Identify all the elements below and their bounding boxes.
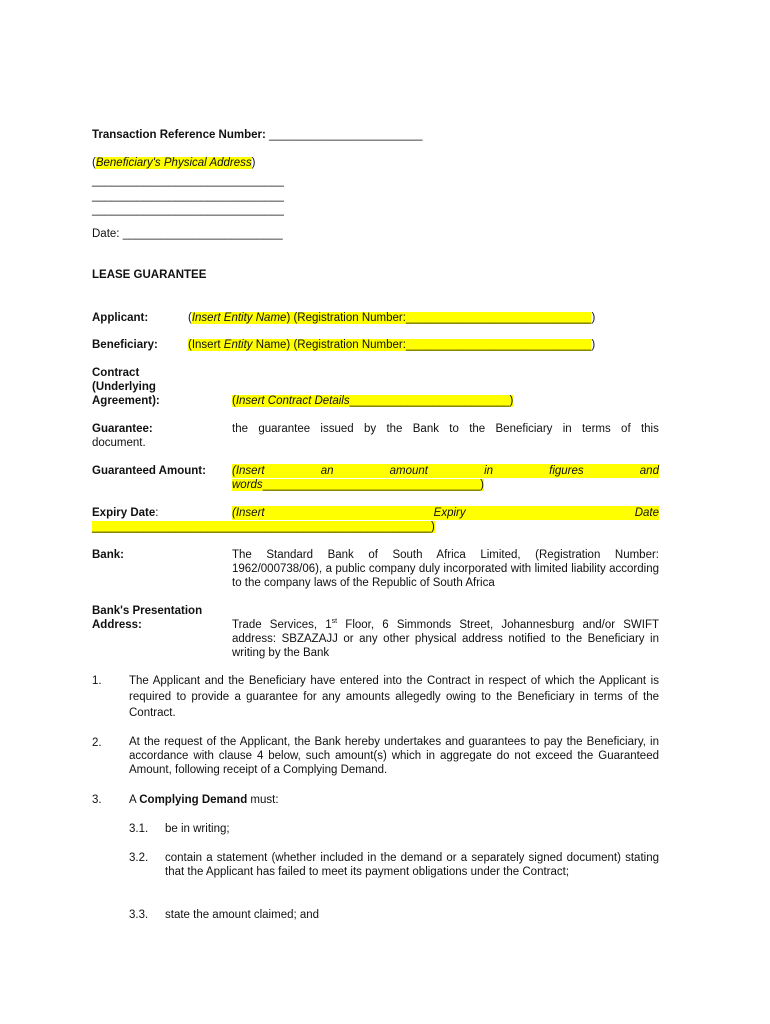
guarantee-label-continued: document. (92, 437, 146, 449)
presentation-address-value (232, 618, 659, 660)
address-suffix: Floor, 6 Simmonds Street, Johannesburg and/or SWIFT address: SBZAZAJJ or any other physical address notified to the Beneficiary in writing by the Bank (232, 619, 659, 659)
clause-2-text: At the request of the Applicant, the Bank hereby undertakes and guarantees to pay the Beneficiary, in accordance with clause 4 below, such amount(s) which in aggregate do not exceed the Guaranteed Amount, following receipt of a Complying Demand. (129, 736, 659, 776)
paren-close: ) (251, 157, 256, 169)
complying-demand-term: Complying Demand (139, 794, 248, 806)
contract-label-line-3: Agreement): (92, 395, 160, 407)
presentation-address-label-line-2: Address: (92, 619, 142, 631)
date-blank: _________________________ (122, 228, 283, 240)
subclause-3-1-text: be in writing; (165, 823, 230, 835)
guarantee-word: the (469, 423, 486, 435)
document-title: LEASE GUARANTEE (92, 269, 207, 281)
applicant-registration: ) (Registration Number:_____________________________ (286, 312, 592, 324)
expiry-date-label-line (92, 506, 158, 520)
beneficiary-value (188, 338, 595, 352)
clause-3-prefix: A (129, 794, 140, 806)
guaranteed-amount-line-1 (232, 464, 659, 478)
amount-words-word: words (232, 479, 263, 491)
bank-label: Bank: (92, 549, 124, 561)
contract-label-line-2: (Underlying (92, 381, 156, 393)
transaction-reference-line (92, 128, 423, 142)
guarantee-word: the (386, 423, 403, 435)
amount-word: and (639, 465, 659, 477)
guaranteed-amount-line-2 (232, 478, 484, 492)
guarantee-word: this (640, 423, 659, 435)
beneficiary-address-line (92, 156, 256, 170)
applicant-label: Applicant: (92, 312, 149, 324)
amount-word: an (320, 465, 334, 477)
expiry-word: (Insert (232, 507, 265, 519)
guarantee-word: to (449, 423, 459, 435)
guarantee-word: terms (581, 423, 611, 435)
clause-1-number: 1. (92, 675, 102, 687)
expiry-word: Expiry (433, 507, 466, 519)
paren-open: ( (188, 312, 192, 324)
applicant-value (188, 311, 595, 325)
beneficiary-label: Beneficiary: (92, 339, 158, 351)
beneficiary-entity-word: Entity (223, 339, 253, 351)
expiry-date-line-1 (232, 506, 659, 520)
beneficiary-address-placeholder: Beneficiary's Physical Address (95, 157, 252, 169)
expiry-colon: : (155, 507, 159, 519)
paren-open: ( (232, 395, 236, 407)
clause-2-number: 2. (92, 737, 102, 749)
guarantee-word: Beneficiary (495, 423, 553, 435)
address-sup: st (331, 618, 338, 626)
expiry-date-label: Expiry Date (92, 507, 156, 519)
clause-3-suffix: must: (247, 794, 279, 806)
date-line (92, 227, 283, 241)
beneficiary-registration: Name) (Registration Number:_____________________________ (252, 339, 592, 351)
amount-word: figures (549, 465, 584, 477)
contract-blank: _________________________ (349, 395, 510, 407)
address-line-2: ______________________________ (92, 190, 284, 202)
address-prefix: Trade Services, 1 (232, 619, 332, 631)
expiry-word: Date (634, 507, 659, 519)
guarantee-value (232, 422, 659, 436)
clause-3-text (129, 793, 279, 807)
guarantee-word: the (232, 423, 248, 435)
bank-value: The Standard Bank of South Africa Limited, (Registration Number: 1962/000738/06), a public company duly incorporated with limited liability according to the company laws of the Republic of South Africa (232, 549, 659, 589)
paren-close: ) (430, 521, 435, 533)
address-line-1: ______________________________ (92, 175, 284, 187)
paren-close: ) (480, 479, 484, 491)
guaranteed-amount-label: Guaranteed Amount: (92, 465, 206, 477)
guarantee-word: of (621, 423, 631, 435)
guarantee-word: issued (320, 423, 354, 435)
subclause-3-2-number: 3.2. (129, 852, 149, 864)
contract-label-line-1: Contract (92, 367, 140, 379)
guarantee-word: by (363, 423, 377, 435)
amount-word: in (484, 465, 494, 477)
contract-placeholder: Insert Contract Details (235, 395, 350, 407)
applicant-entity-placeholder: Insert Entity Name (191, 312, 287, 324)
subclause-3-1-number: 3.1. (129, 823, 149, 835)
expiry-date-line-2 (92, 520, 435, 534)
guarantee-word: in (562, 423, 572, 435)
transaction-reference-label: Transaction Reference Number: (92, 129, 266, 141)
subclause-3-3-text: state the amount claimed; and (165, 909, 320, 921)
subclause-3-2-text: contain a statement (whether included in the demand or a separately signed document) stating that the Applicant has failed to meet its payment obligations under the Contract; (165, 852, 659, 878)
paren-close: ) (509, 395, 514, 407)
beneficiary-insert-text: (Insert (188, 339, 224, 351)
subclause-3-3-number: 3.3. (129, 909, 149, 921)
clause-1-text: The Applicant and the Beneficiary have entered into the Contract in respect of which the Applicant is required to provide a guarantee for any amounts allegedly owing to the Beneficiary in terms of the Contract. (129, 675, 659, 719)
guarantee-word: guarantee (258, 423, 311, 435)
amount-word: amount (389, 465, 428, 477)
paren-close: ) (591, 312, 596, 324)
transaction-reference-blank: ________________________ (269, 129, 423, 141)
clause-3-number: 3. (92, 794, 102, 806)
address-line-3: ______________________________ (92, 204, 284, 216)
date-label: Date: (92, 228, 120, 240)
contract-value (232, 394, 513, 408)
amount-blank: __________________________________ (262, 479, 481, 491)
paren-open: ( (92, 157, 96, 169)
presentation-address-label-line-1: Bank's Presentation (92, 605, 203, 617)
guarantee-word: Bank (412, 423, 439, 435)
amount-word: (Insert (232, 465, 265, 477)
guarantee-label: Guarantee: (92, 423, 153, 435)
paren-close: ) (591, 339, 596, 351)
expiry-blank: _____________________________________________________ (92, 521, 431, 533)
